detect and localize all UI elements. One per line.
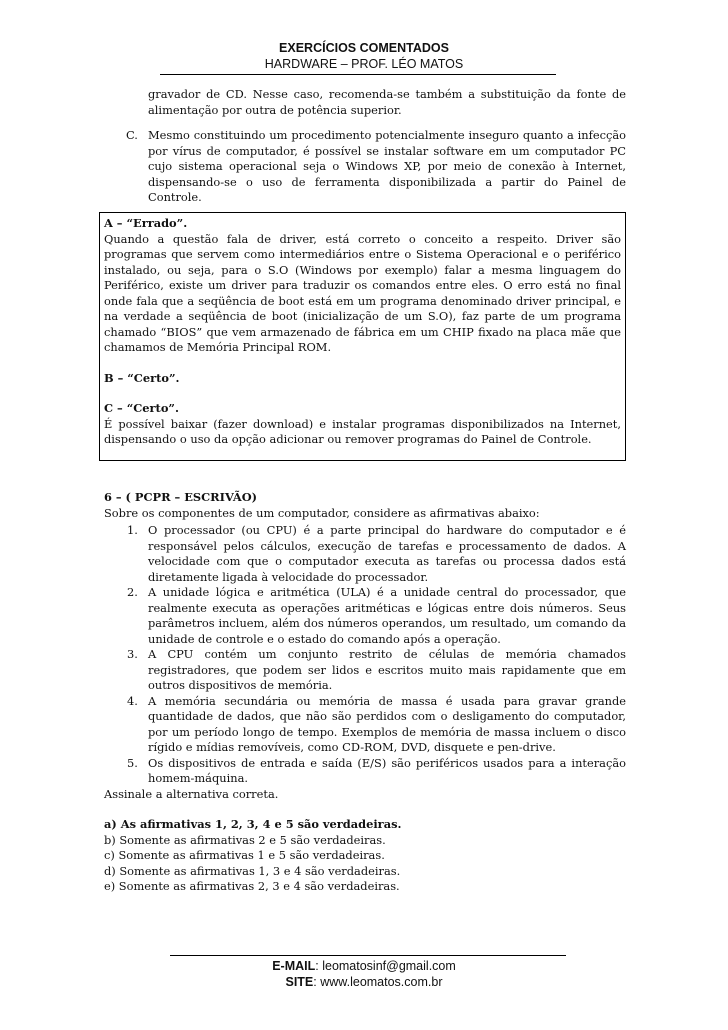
answer-a-heading: A – “Errado”. (104, 216, 188, 230)
option-c-text: Mesmo constituindo um procedimento potencialmente inseguro quanto a infecção por vírus de computador, é possível se instalar software em um computador PC cujo sistema operacional seja o Windows XP, por meio de conexão à Internet, dispensando-se o uso de ferramenta disponibilizada a partir do Painel de Controle. (148, 128, 626, 204)
site-label: SITE (285, 975, 314, 989)
statement-item (127, 755, 626, 787)
email-value[interactable]: : leomatosinf@gmail.com (315, 959, 456, 973)
footer-email (0, 958, 728, 974)
alternatives-list (104, 817, 626, 895)
statement-item (127, 693, 626, 756)
footer-site (0, 974, 728, 990)
statement-number: 5. (127, 755, 138, 770)
statement-text: A memória secundária ou memória de massa é usada para gravar grande quantidade de dados, que não são perdidos com o desligamento do computador, por um período longo de tempo. Exemplos de memória de massa incluem o disco rígido e mídias removíveis, como CD-ROM, DVD, disquete e pen-drive. (148, 693, 626, 754)
statement-text: A CPU contém um conjunto restrito de células de memória chamados registradores, que podem ser lidos e escritos muito mais rapidamente que em outros dispositivos de memória. (148, 647, 626, 692)
statement-number: 4. (127, 693, 138, 708)
statement-number: 1. (127, 523, 138, 537)
question-6 (104, 490, 626, 895)
statement-list (104, 523, 626, 787)
answer-box (99, 212, 626, 461)
email-label: E-MAIL (272, 959, 316, 973)
header-title: EXERCÍCIOS COMENTADOS (279, 41, 449, 55)
alternative-e: e) Somente as afirmativas 2, 3 e 4 são verdadeiras. (104, 879, 400, 893)
alternative-d: d) Somente as afirmativas 1, 3 e 4 são verdadeiras. (104, 863, 401, 878)
continuation-text: gravador de CD. Nesse caso, recomenda-se também a substituição da fonte de alimentação por outra de potência superior. (148, 87, 626, 117)
alternative-b: b) Somente as afirmativas 2 e 5 são verdadeiras. (104, 832, 386, 847)
question-heading: 6 – ( PCPR – ESCRIVÃO) (104, 490, 258, 504)
answer-b-heading: B – “Certo”. (104, 370, 180, 385)
answer-c-heading: C – “Certo”. (104, 401, 179, 415)
page-header (0, 40, 728, 72)
statement-item (127, 647, 626, 694)
statement-text: A unidade lógica e aritmética (ULA) é a unidade central do processador, que realmente executa as operações aritméticas e lógicas entre dois números. Seus parâmetros incluem, além dos números operandos, um resultado, um comando da unidade de controle e o estado do comando após a operação. (148, 585, 626, 646)
statement-text: O processador (ou CPU) é a parte principal do hardware do computador e é responsável pelos cálculos, execução de tarefas e processamento de dados. A velocidade com que o computador executa as tarefas ou processa dados está diretamente ligada à velocidade do processador. (148, 523, 626, 584)
site-value[interactable]: : www.leomatos.com.br (313, 975, 443, 989)
alternative-c: c) Somente as afirmativas 1 e 5 são verdadeiras. (104, 848, 385, 862)
alternative-a: a) As afirmativas 1, 2, 3, 4 e 5 são verdadeiras. (104, 817, 402, 831)
answer-a-text: Quando a questão fala de driver, está correto o conceito a respeito. Driver são programas que servem como intermediários entre o Sistema Operacional e o periférico instalado, ou seja, para o S.O (Windows por exemplo) falar a mesma linguagem do Periférico, existe um driver para traduzir os comandos entre eles. O erro está no final onde fala que a seqüência de boot está em um programa denominado driver principal, e na verdade a seqüência de boot (inicialização de um S.O), faz parte de um programa chamado “BIOS” que vem armazenado de fábrica em um CHIP fixado na placa mãe que chamamos de Memória Principal ROM. (104, 231, 621, 354)
statement-text: Os dispositivos de entrada e saída (E/S) são periféricos usados para a interação homem-máquina. (148, 755, 626, 785)
answer-c-text: É possível baixar (fazer download) e instalar programas disponibilizados na Internet, dispensando o uso da opção adicionar ou remover programas do Painel de Controle. (104, 416, 621, 446)
header-subtitle: HARDWARE – PROF. LÉO MATOS (264, 57, 464, 71)
statement-item (127, 523, 626, 585)
statement-item (127, 585, 626, 647)
statement-number: 3. (127, 647, 138, 661)
header-rule (160, 74, 556, 75)
question-instruction: Assinale a alternativa correta. (104, 786, 279, 801)
option-c (126, 128, 626, 206)
page-footer (0, 958, 728, 990)
question-intro: Sobre os componentes de um computador, considere as afirmativas abaixo: (104, 505, 540, 520)
statement-number: 2. (127, 585, 138, 599)
option-c-letter: C. (126, 128, 138, 142)
footer-rule (170, 955, 566, 956)
